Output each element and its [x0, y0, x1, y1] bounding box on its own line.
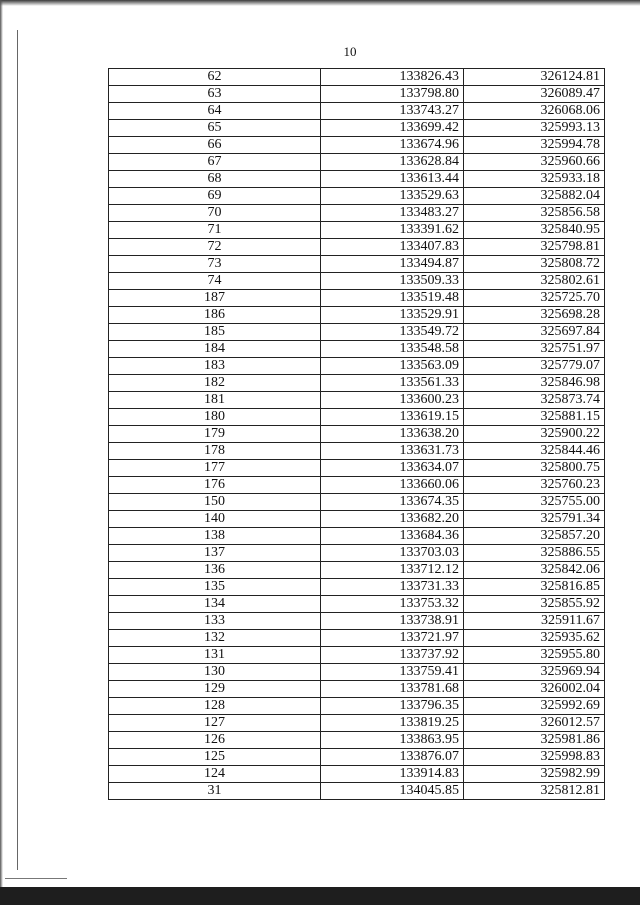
table-row — [109, 222, 605, 239]
table-row — [109, 494, 605, 511]
table-row — [109, 698, 605, 715]
x-coordinate-cell: 133483.27 — [321, 205, 464, 222]
table-row — [109, 358, 605, 375]
point-number-cell: 180 — [109, 409, 321, 426]
x-coordinate-cell: 133529.91 — [321, 307, 464, 324]
y-coordinate-cell: 325808.72 — [464, 256, 605, 273]
y-coordinate-cell: 325856.58 — [464, 205, 605, 222]
point-number-cell: 70 — [109, 205, 321, 222]
table-body — [109, 69, 605, 800]
x-coordinate-cell: 133737.92 — [321, 647, 464, 664]
y-coordinate-cell: 325791.34 — [464, 511, 605, 528]
table-row — [109, 273, 605, 290]
x-coordinate-cell: 133712.12 — [321, 562, 464, 579]
y-coordinate-cell: 326089.47 — [464, 86, 605, 103]
table-row — [109, 188, 605, 205]
table-row — [109, 783, 605, 800]
x-coordinate-cell: 133613.44 — [321, 171, 464, 188]
x-coordinate-cell: 133738.91 — [321, 613, 464, 630]
y-coordinate-cell: 326002.04 — [464, 681, 605, 698]
x-coordinate-cell: 133759.41 — [321, 664, 464, 681]
x-coordinate-cell: 133703.03 — [321, 545, 464, 562]
y-coordinate-cell: 325969.94 — [464, 664, 605, 681]
table-row — [109, 341, 605, 358]
x-coordinate-cell: 133660.06 — [321, 477, 464, 494]
x-coordinate-cell: 133628.84 — [321, 154, 464, 171]
y-coordinate-cell: 325857.20 — [464, 528, 605, 545]
y-coordinate-cell: 325751.97 — [464, 341, 605, 358]
y-coordinate-cell: 325800.75 — [464, 460, 605, 477]
x-coordinate-cell: 134045.85 — [321, 783, 464, 800]
point-number-cell: 187 — [109, 290, 321, 307]
x-coordinate-cell: 133699.42 — [321, 120, 464, 137]
table-row — [109, 205, 605, 222]
table-row — [109, 647, 605, 664]
table-row — [109, 290, 605, 307]
y-coordinate-cell: 325911.67 — [464, 613, 605, 630]
x-coordinate-cell: 133781.68 — [321, 681, 464, 698]
x-coordinate-cell: 133914.83 — [321, 766, 464, 783]
point-number-cell: 31 — [109, 783, 321, 800]
y-coordinate-cell: 325844.46 — [464, 443, 605, 460]
point-number-cell: 64 — [109, 103, 321, 120]
point-number-cell: 140 — [109, 511, 321, 528]
y-coordinate-cell: 325725.70 — [464, 290, 605, 307]
y-coordinate-cell: 325886.55 — [464, 545, 605, 562]
point-number-cell: 129 — [109, 681, 321, 698]
x-coordinate-cell: 133674.35 — [321, 494, 464, 511]
scan-edge-bottom — [0, 887, 640, 905]
point-number-cell: 185 — [109, 324, 321, 341]
page-number: 10 — [343, 44, 357, 59]
y-coordinate-cell: 325816.85 — [464, 579, 605, 596]
x-coordinate-cell: 133561.33 — [321, 375, 464, 392]
table-row — [109, 630, 605, 647]
x-coordinate-cell: 133682.20 — [321, 511, 464, 528]
point-number-cell: 138 — [109, 528, 321, 545]
coordinates-table — [108, 68, 605, 800]
x-coordinate-cell: 133798.80 — [321, 86, 464, 103]
y-coordinate-cell: 325992.69 — [464, 698, 605, 715]
point-number-cell: 130 — [109, 664, 321, 681]
point-number-cell: 127 — [109, 715, 321, 732]
point-number-cell: 69 — [109, 188, 321, 205]
point-number-cell: 72 — [109, 239, 321, 256]
table-row — [109, 409, 605, 426]
y-coordinate-cell: 325900.22 — [464, 426, 605, 443]
y-coordinate-cell: 325840.95 — [464, 222, 605, 239]
scan-edge-top — [0, 0, 640, 6]
x-coordinate-cell: 133684.36 — [321, 528, 464, 545]
y-coordinate-cell: 325955.80 — [464, 647, 605, 664]
x-coordinate-cell: 133743.27 — [321, 103, 464, 120]
y-coordinate-cell: 325802.61 — [464, 273, 605, 290]
point-number-cell: 176 — [109, 477, 321, 494]
x-coordinate-cell: 133674.96 — [321, 137, 464, 154]
x-coordinate-cell: 133826.43 — [321, 69, 464, 86]
table-row — [109, 545, 605, 562]
y-coordinate-cell: 325998.83 — [464, 749, 605, 766]
x-coordinate-cell: 133619.15 — [321, 409, 464, 426]
x-coordinate-cell: 133876.07 — [321, 749, 464, 766]
y-coordinate-cell: 325798.81 — [464, 239, 605, 256]
point-number-cell: 179 — [109, 426, 321, 443]
table-row — [109, 426, 605, 443]
x-coordinate-cell: 133519.48 — [321, 290, 464, 307]
point-number-cell: 182 — [109, 375, 321, 392]
margin-line — [17, 30, 18, 870]
y-coordinate-cell: 325882.04 — [464, 188, 605, 205]
table-row — [109, 392, 605, 409]
table-row — [109, 732, 605, 749]
table-row — [109, 324, 605, 341]
y-coordinate-cell: 325755.00 — [464, 494, 605, 511]
y-coordinate-cell: 325779.07 — [464, 358, 605, 375]
x-coordinate-cell: 133796.35 — [321, 698, 464, 715]
table-row — [109, 307, 605, 324]
point-number-cell: 134 — [109, 596, 321, 613]
table-row — [109, 613, 605, 630]
y-coordinate-cell: 325982.99 — [464, 766, 605, 783]
table-row — [109, 69, 605, 86]
point-number-cell: 137 — [109, 545, 321, 562]
point-number-cell: 136 — [109, 562, 321, 579]
table-row — [109, 766, 605, 783]
point-number-cell: 178 — [109, 443, 321, 460]
x-coordinate-cell: 133529.63 — [321, 188, 464, 205]
table-row — [109, 171, 605, 188]
point-number-cell: 65 — [109, 120, 321, 137]
x-coordinate-cell: 133509.33 — [321, 273, 464, 290]
point-number-cell: 184 — [109, 341, 321, 358]
y-coordinate-cell: 326012.57 — [464, 715, 605, 732]
x-coordinate-cell: 133638.20 — [321, 426, 464, 443]
y-coordinate-cell: 325981.86 — [464, 732, 605, 749]
x-coordinate-cell: 133407.83 — [321, 239, 464, 256]
y-coordinate-cell: 325846.98 — [464, 375, 605, 392]
table-row — [109, 715, 605, 732]
point-number-cell: 181 — [109, 392, 321, 409]
point-number-cell: 126 — [109, 732, 321, 749]
scan-edge-left — [0, 0, 3, 905]
table-row — [109, 664, 605, 681]
x-coordinate-cell: 133731.33 — [321, 579, 464, 596]
x-coordinate-cell: 133600.23 — [321, 392, 464, 409]
x-coordinate-cell: 133494.87 — [321, 256, 464, 273]
point-number-cell: 183 — [109, 358, 321, 375]
point-number-cell: 186 — [109, 307, 321, 324]
y-coordinate-cell: 325842.06 — [464, 562, 605, 579]
point-number-cell: 66 — [109, 137, 321, 154]
point-number-cell: 177 — [109, 460, 321, 477]
table-row — [109, 579, 605, 596]
table-row — [109, 562, 605, 579]
x-coordinate-cell: 133563.09 — [321, 358, 464, 375]
margin-tick — [5, 878, 67, 879]
point-number-cell: 125 — [109, 749, 321, 766]
x-coordinate-cell: 133631.73 — [321, 443, 464, 460]
table-row — [109, 256, 605, 273]
x-coordinate-cell: 133634.07 — [321, 460, 464, 477]
point-number-cell: 73 — [109, 256, 321, 273]
y-coordinate-cell: 325993.13 — [464, 120, 605, 137]
y-coordinate-cell: 325994.78 — [464, 137, 605, 154]
y-coordinate-cell: 326068.06 — [464, 103, 605, 120]
x-coordinate-cell: 133721.97 — [321, 630, 464, 647]
table-row — [109, 154, 605, 171]
x-coordinate-cell: 133753.32 — [321, 596, 464, 613]
point-number-cell: 63 — [109, 86, 321, 103]
point-number-cell: 132 — [109, 630, 321, 647]
y-coordinate-cell: 325697.84 — [464, 324, 605, 341]
table-row — [109, 681, 605, 698]
table-row — [109, 511, 605, 528]
table-row — [109, 137, 605, 154]
x-coordinate-cell: 133391.62 — [321, 222, 464, 239]
point-number-cell: 124 — [109, 766, 321, 783]
table-row — [109, 375, 605, 392]
table-row — [109, 477, 605, 494]
x-coordinate-cell: 133549.72 — [321, 324, 464, 341]
table-row — [109, 86, 605, 103]
point-number-cell: 131 — [109, 647, 321, 664]
y-coordinate-cell: 325935.62 — [464, 630, 605, 647]
y-coordinate-cell: 325760.23 — [464, 477, 605, 494]
table-row — [109, 749, 605, 766]
y-coordinate-cell: 326124.81 — [464, 69, 605, 86]
table-row — [109, 528, 605, 545]
point-number-cell: 150 — [109, 494, 321, 511]
x-coordinate-cell: 133863.95 — [321, 732, 464, 749]
table-row — [109, 443, 605, 460]
y-coordinate-cell: 325698.28 — [464, 307, 605, 324]
table-row — [109, 460, 605, 477]
point-number-cell: 67 — [109, 154, 321, 171]
table-row — [109, 103, 605, 120]
table-row — [109, 120, 605, 137]
y-coordinate-cell: 325812.81 — [464, 783, 605, 800]
y-coordinate-cell: 325855.92 — [464, 596, 605, 613]
x-coordinate-cell: 133819.25 — [321, 715, 464, 732]
y-coordinate-cell: 325933.18 — [464, 171, 605, 188]
point-number-cell: 135 — [109, 579, 321, 596]
y-coordinate-cell: 325960.66 — [464, 154, 605, 171]
y-coordinate-cell: 325881.15 — [464, 409, 605, 426]
table-row — [109, 239, 605, 256]
point-number-cell: 68 — [109, 171, 321, 188]
point-number-cell: 133 — [109, 613, 321, 630]
point-number-cell: 62 — [109, 69, 321, 86]
point-number-cell: 74 — [109, 273, 321, 290]
table-row — [109, 596, 605, 613]
x-coordinate-cell: 133548.58 — [321, 341, 464, 358]
point-number-cell: 71 — [109, 222, 321, 239]
y-coordinate-cell: 325873.74 — [464, 392, 605, 409]
point-number-cell: 128 — [109, 698, 321, 715]
